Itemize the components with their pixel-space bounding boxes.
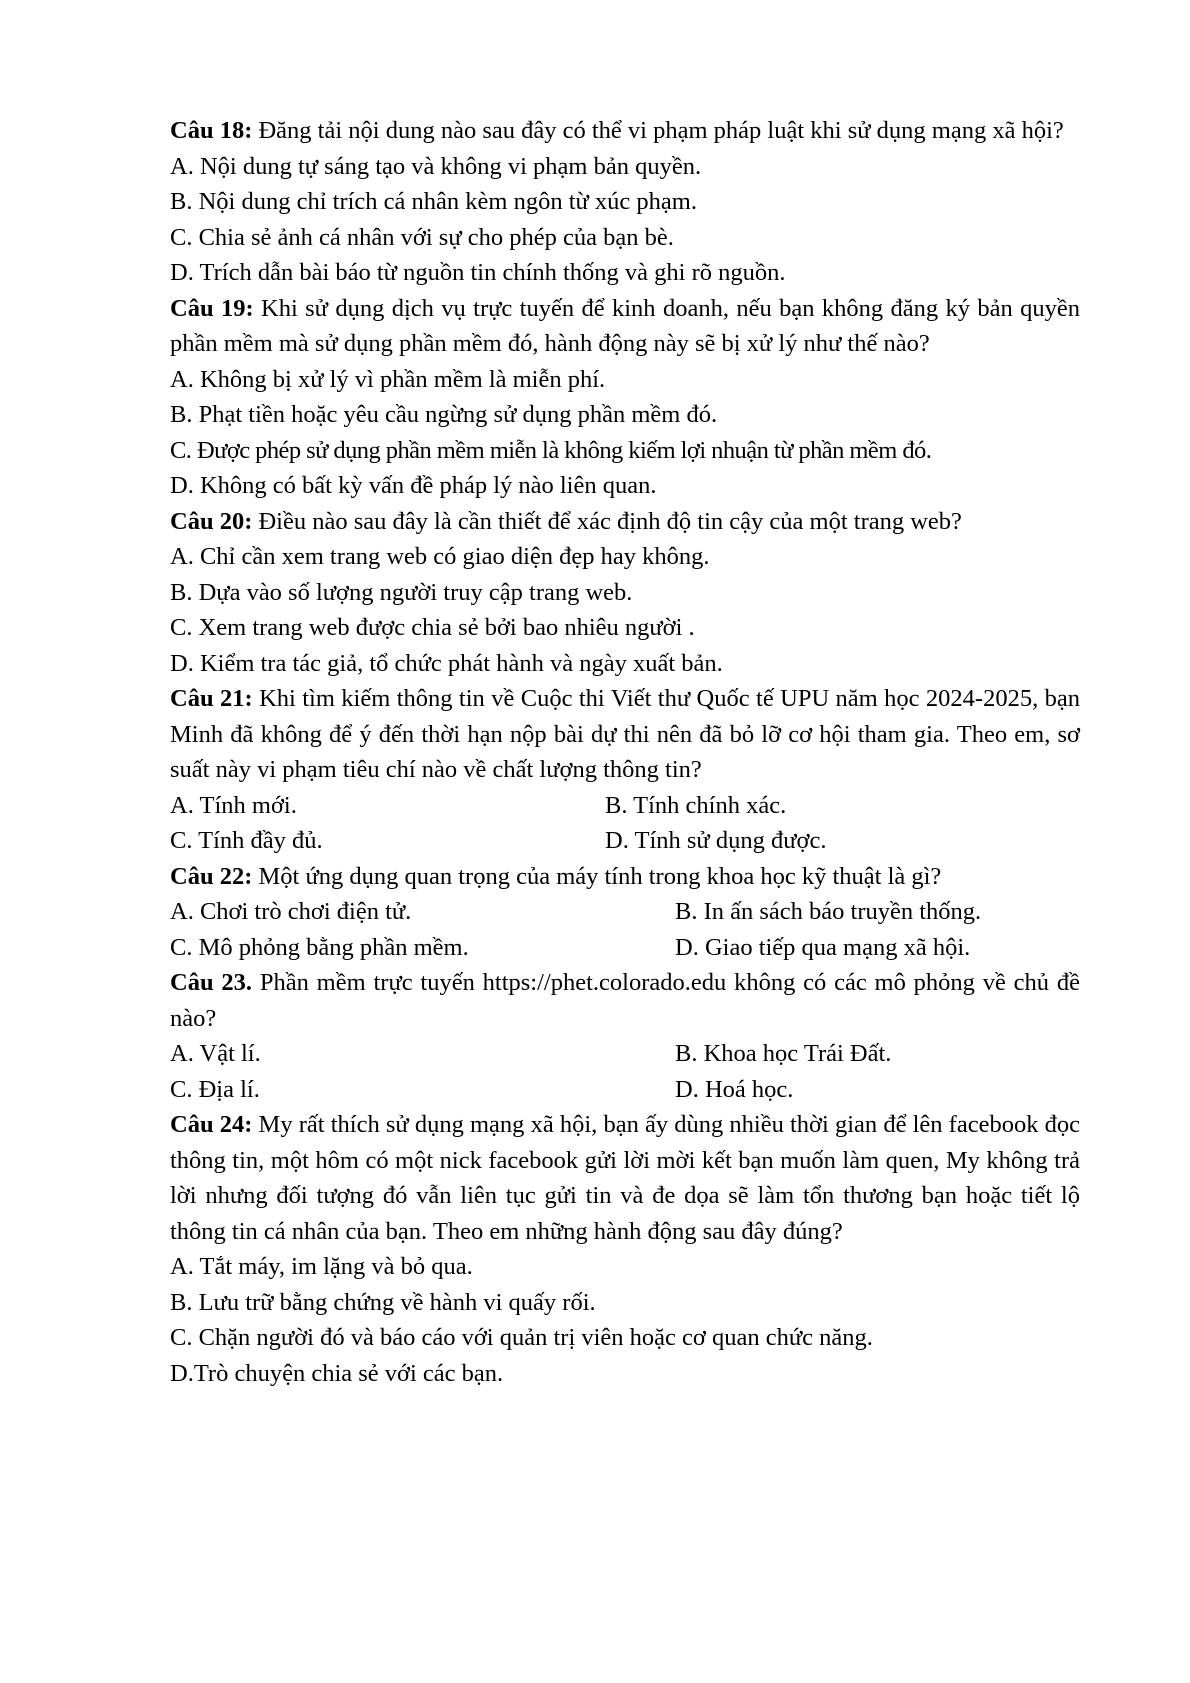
option-c: C. Địa lí. <box>170 1075 260 1103</box>
question-text: My rất thích sử dụng mạng xã hội, bạn ấy dùng nhiều thời gian để lên facebook đọc thông tin, một hôm có một nick facebook gửi lời mời kết bạn muốn làm quen, My không trả lời nhưng đối tượng đó vẫn liên tục gửi tin và đe dọa sẽ làm tổn thương bạn hoặc tiết lộ thông tin cá nhân của bạn. Theo em những hành động sau đây đúng? <box>170 1111 1080 1245</box>
option-c: C. Chia sẻ ảnh cá nhân với sự cho phép của bạn bè. <box>170 223 674 251</box>
option-a: A. Vật lí. <box>170 1040 261 1067</box>
question-22 <box>170 859 1080 966</box>
option-a: A. Chỉ cần xem trang web có giao diện đẹp hay không. <box>170 543 710 570</box>
option-b: B. Dựa vào số lượng người truy cập trang web. <box>170 578 633 606</box>
question-text: Điều nào sau đây là cần thiết để xác định độ tin cậy của một trang web? <box>258 507 962 535</box>
question-number: Câu 21: <box>170 685 253 712</box>
question-number: Câu 20: <box>170 507 253 535</box>
option-b: B. Khoa học Trái Đất. <box>675 1040 892 1067</box>
question-stem <box>170 504 1080 540</box>
option-row <box>170 788 1080 824</box>
option-a: A. Tắt máy, im lặng và bỏ qua. <box>170 1253 473 1280</box>
question-text: Phần mềm trực tuyến https://phet.colorado.edu không có các mô phỏng về chủ đề nào? <box>170 969 1080 1032</box>
question-stem <box>170 291 1080 362</box>
option-d: D.Trò chuyện chia sẻ với các bạn. <box>170 1359 504 1387</box>
document-page <box>170 113 1080 1391</box>
option-a: A. Tính mới. <box>170 791 297 819</box>
question-number: Câu 22: <box>170 862 253 890</box>
question-stem <box>170 965 1080 1036</box>
option-b: B. Nội dung chỉ trích cá nhân kèm ngôn từ xúc phạm. <box>170 188 697 215</box>
question-text: Một ứng dụng quan trọng của máy tính trong khoa học kỹ thuật là gì? <box>258 862 942 890</box>
question-number: Câu 24: <box>170 1111 253 1138</box>
question-stem <box>170 113 1080 149</box>
option-a: A. Chơi trò chơi điện tử. <box>170 898 412 925</box>
option-c: C. Mô phỏng bằng phần mềm. <box>170 933 469 961</box>
question-18 <box>170 113 1080 291</box>
option-row <box>170 1036 1080 1072</box>
option-b: B. Tính chính xác. <box>605 791 787 819</box>
option-c: C. Tính đầy đủ. <box>170 827 323 854</box>
option-c: C. Được phép sử dụng phần mềm miễn là không kiếm lợi nhuận từ phần mềm đó. <box>170 436 932 464</box>
question-number: Câu 18: <box>170 117 253 144</box>
question-stem <box>170 1107 1080 1249</box>
question-text: Đăng tải nội dung nào sau đây có thể vi phạm pháp luật khi sử dụng mạng xã hội? <box>258 117 1064 144</box>
option-c: C. Xem trang web được chia sẻ bởi bao nhiêu người . <box>170 614 695 641</box>
option-row <box>170 930 1080 966</box>
option-d: D. Giao tiếp qua mạng xã hội. <box>675 933 971 961</box>
question-24 <box>170 1107 1080 1391</box>
option-c: C. Chặn người đó và báo cáo với quản trị viên hoặc cơ quan chức năng. <box>170 1324 873 1351</box>
option-b: B. Lưu trữ bằng chứng về hành vi quấy rối. <box>170 1288 596 1316</box>
option-d: D. Tính sử dụng được. <box>605 827 827 854</box>
option-a: A. Nội dung tự sáng tạo và không vi phạm bản quyền. <box>170 152 702 180</box>
question-20 <box>170 504 1080 682</box>
option-a: A. Không bị xử lý vì phần mềm là miễn phí. <box>170 365 606 393</box>
option-d: D. Không có bất kỳ vấn đề pháp lý nào liên quan. <box>170 472 657 499</box>
option-row <box>170 823 1080 859</box>
question-stem <box>170 859 1080 895</box>
option-b: B. Phạt tiền hoặc yêu cầu ngừng sử dụng phần mềm đó. <box>170 401 718 428</box>
question-text: Khi tìm kiếm thông tin về Cuộc thi Viết thư Quốc tế UPU năm học 2024-2025, bạn Minh đã không để ý đến thời hạn nộp bài dự thi nên đã bỏ lỡ cơ hội tham gia. Theo em, sơ suất này vi phạm tiêu chí nào về chất lượng thông tin? <box>170 685 1080 783</box>
question-23 <box>170 965 1080 1107</box>
question-text: Khi sử dụng dịch vụ trực tuyến để kinh doanh, nếu bạn không đăng ký bản quyền phần mềm mà sử dụng phần mềm đó, hành động này sẽ bị xử lý như thế nào? <box>170 294 1081 357</box>
question-19 <box>170 291 1080 504</box>
option-d: D. Trích dẫn bài báo từ nguồn tin chính thống và ghi rõ nguồn. <box>170 259 786 286</box>
question-stem <box>170 681 1080 788</box>
question-number: Câu 23. <box>170 969 253 996</box>
option-row <box>170 894 1080 930</box>
question-21 <box>170 681 1080 859</box>
question-number: Câu 19: <box>170 294 254 322</box>
option-d: D. Hoá học. <box>675 1075 794 1103</box>
option-d: D. Kiểm tra tác giả, tổ chức phát hành và ngày xuất bản. <box>170 649 723 677</box>
option-b: B. In ấn sách báo truyền thống. <box>675 898 982 925</box>
option-row <box>170 1072 1080 1108</box>
